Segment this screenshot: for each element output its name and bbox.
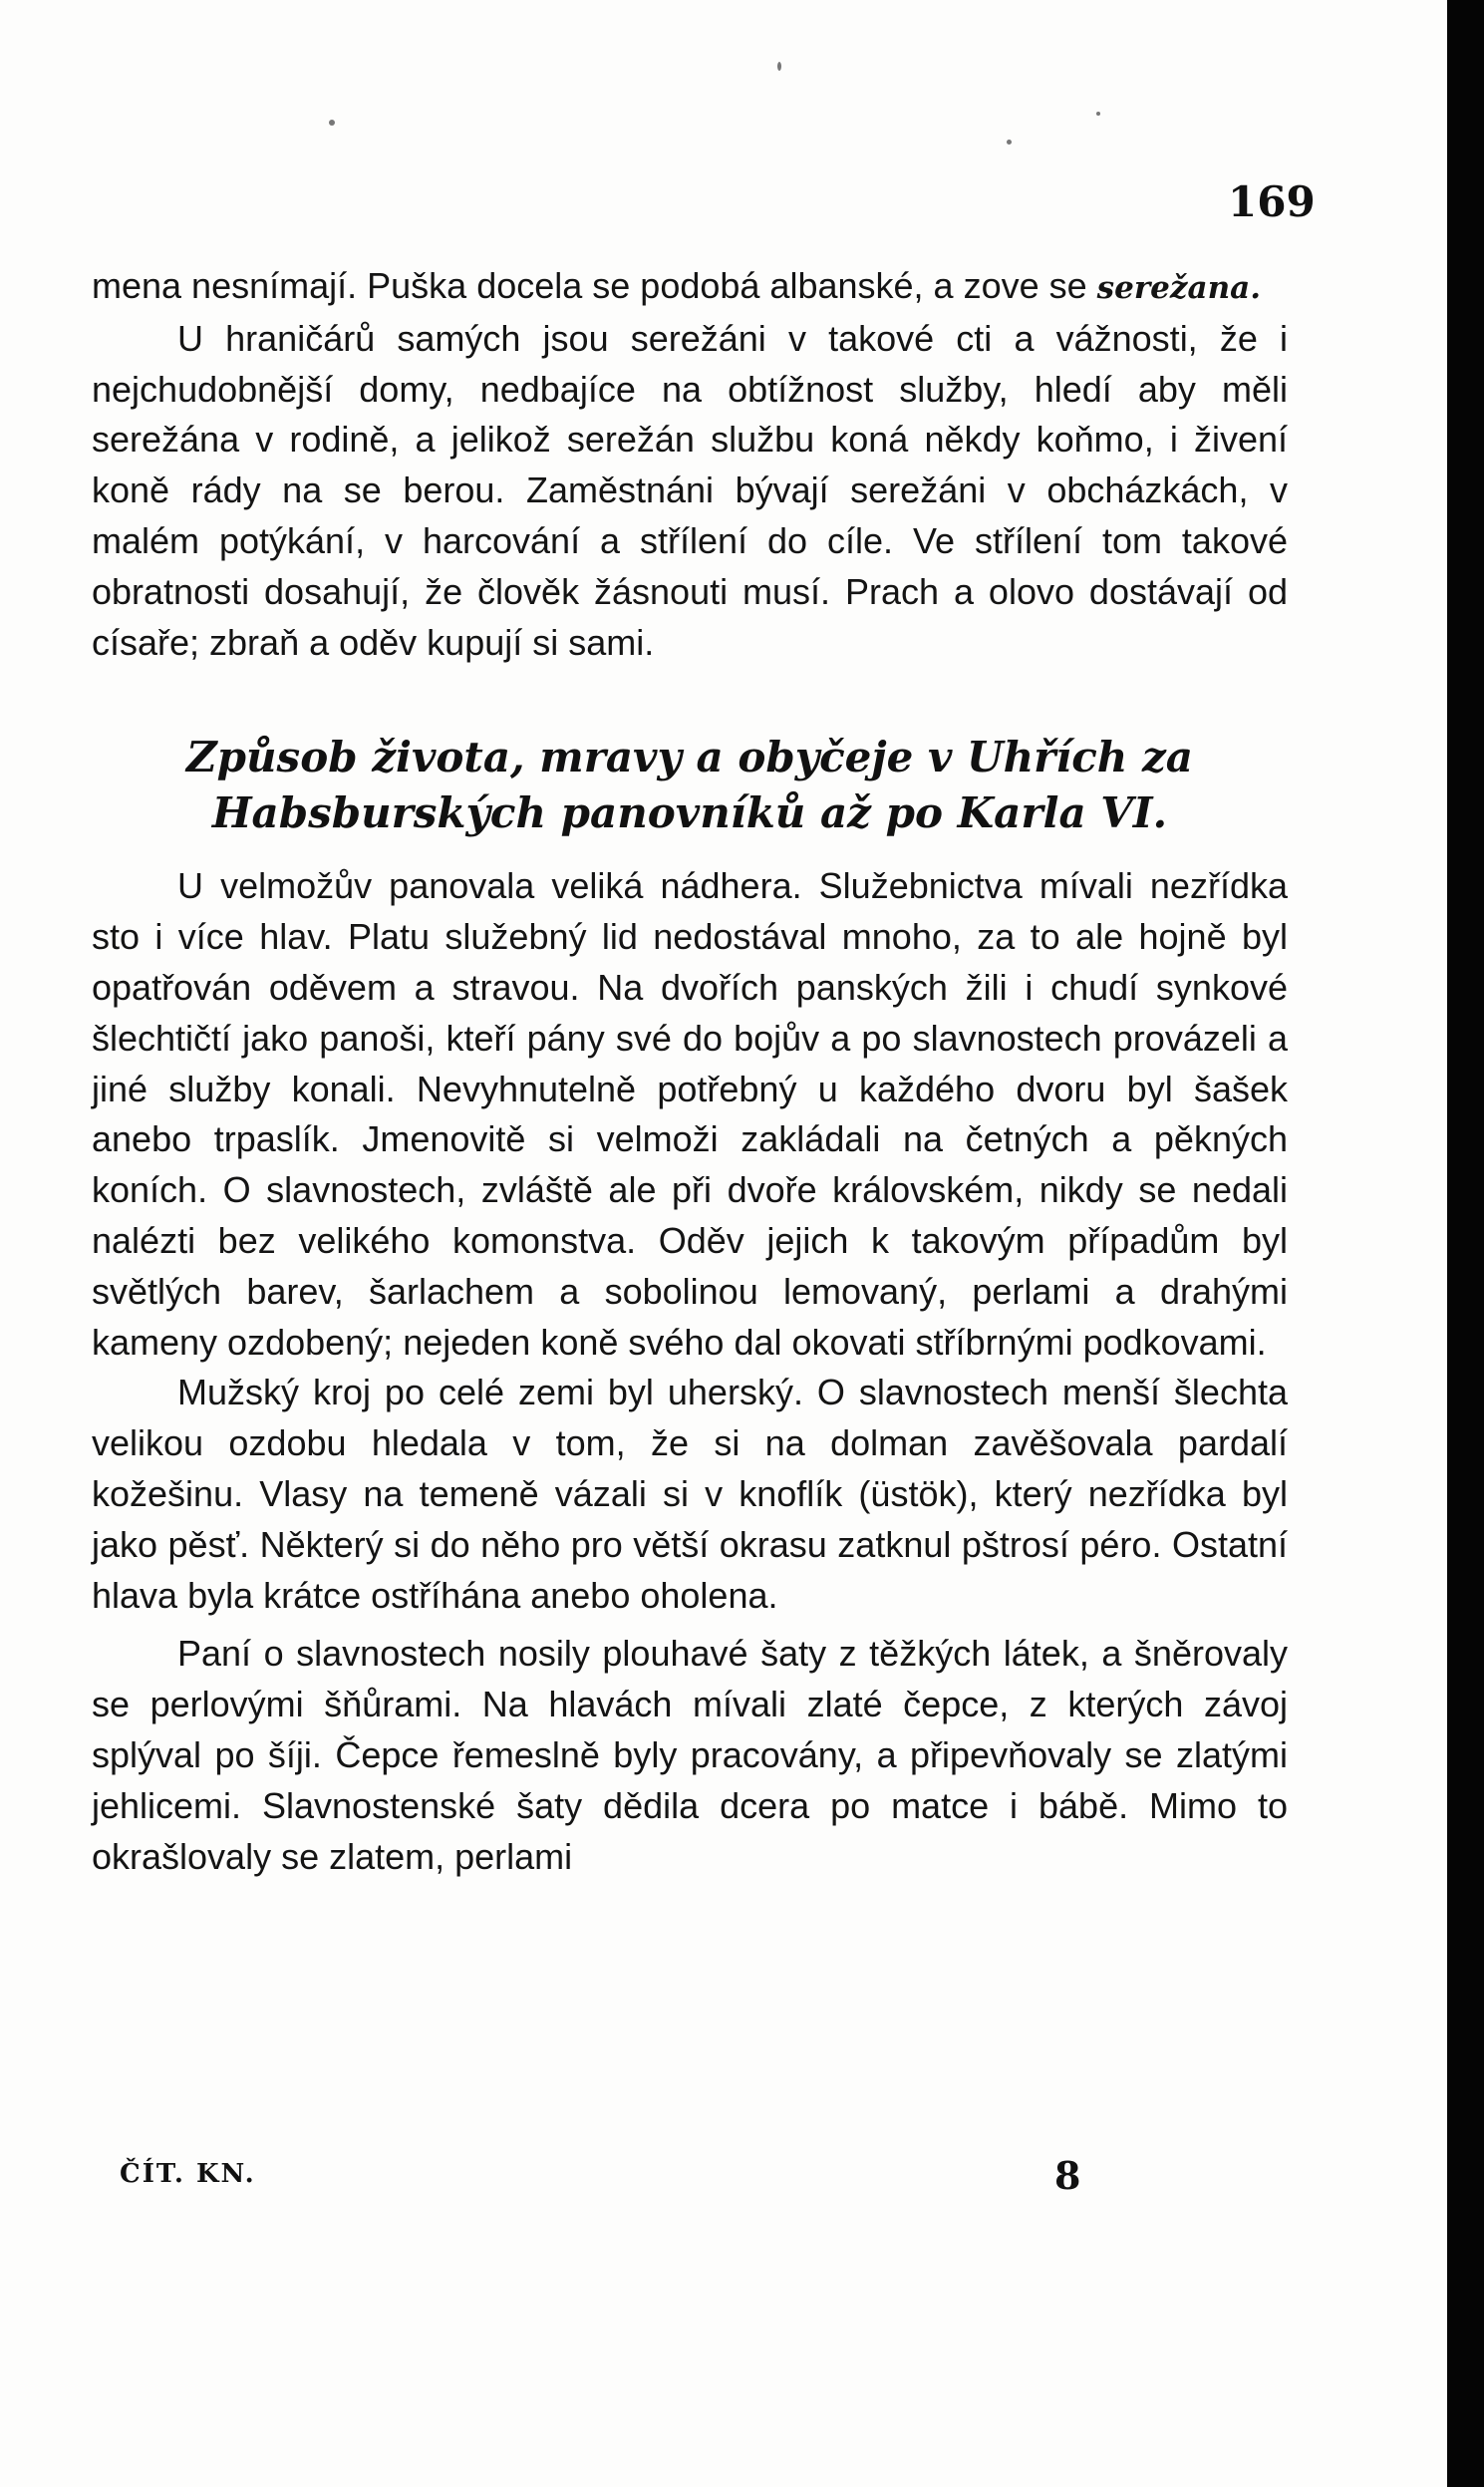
print-speck xyxy=(1007,140,1012,145)
paragraph-nobility: U velmožův panovala veliká nádhera. Služebnictva mívali nezřídka sto i více hlav. Platu služebný lid nedostával mnoho, za to ale hojně byl opatřován oděvem a stravou. Na dvořích panských žili i chudí synkové šlechtičtí jako panoši, kteří pány své do bojův a po slavnostech provázeli a jiné služby konali. Nevyhnutelně potřebný u každého dvoru byl šašek anebo trpaslík. Jmenovitě si velmoži zakládali na četných a pěkných koních. O slavnostech, zvláště ale při dvoře královském, nikdy se nedali nalézti bez velikého komonstva. Oděv jejich k takovým případům byl světlých barev, šarlachem a sobolinou lemovaný, perlami a drahými kameny ozdobený; nejeden koně svého dal okovati stříbrnými podkovami. xyxy=(92,865,1288,1363)
print-speck xyxy=(329,120,335,126)
print-speck xyxy=(1096,112,1100,116)
opening-italic-term: serežana. xyxy=(1096,270,1261,306)
page-body xyxy=(92,261,1288,1882)
footer-signature: ČÍT. KN. xyxy=(120,2159,256,2189)
opening-paragraph xyxy=(92,261,1288,314)
page-footer xyxy=(92,2153,1288,2203)
paragraph-spacer xyxy=(92,1621,1288,1629)
section-heading: Způsob života, mravy a obyčeje v Uhřích za Habsburských panovníků až po Karla VI. xyxy=(185,733,1194,838)
footer-sheet-number: 8 xyxy=(1054,2153,1081,2198)
opening-text: mena nesnímají. Puška docela se podobá albanské, a zove se xyxy=(92,265,1087,306)
print-speck xyxy=(777,62,781,71)
paragraph-seresani: U hraničárů samých jsou serežáni v takové cti a vážnosti, že i nejchudobnější domy, nedbajíce na obtížnost služby, hledí aby měli serežána v rodině, a jelikož serežán službu koná někdy koňmo, i živení koně rády na se berou. Zaměstnáni bývají serežáni v obcházkách, v malém potýkání, v harcování a střílení do cíle. Ve střílení tom takové obratnosti dosahují, že člověk žásnouti musí. Prach a olovo dostávají od císaře; zbraň a oděv kupují si sami. xyxy=(92,317,1288,663)
paragraph-mens-dress: Mužský kroj po celé zemi byl uherský. O slavnostech menší šlechta velikou ozdobu hledala v tom, že si na dolman zavěšovala pardalí kožešinu. Vlasy na temeně vázali si v knoflík (üstök), který nezřídka byl jako pěsť. Některý si do něho pro větší okrasu zatknul pštrosí péro. Ostatní hlava byla krátce ostříhána anebo oholena. xyxy=(92,1372,1288,1616)
dark-book-edge xyxy=(1447,0,1484,2487)
paragraph-womens-dress: Paní o slavnostech nosily plouhavé šaty z těžkých látek, a šněrovaly se perlovými šňůrami. Na hlavách mívali zlaté čepce, z kterých závoj splýval po šíji. Čepce řemeslně byly pracovány, a připevňovaly se zlatými jehlicemi. Slavnostenské šaty dědila dcera po matce i bábě. Mimo to okrašlovaly se zlatem, perlami xyxy=(92,1633,1288,1877)
page-number: 169 xyxy=(1228,177,1316,226)
